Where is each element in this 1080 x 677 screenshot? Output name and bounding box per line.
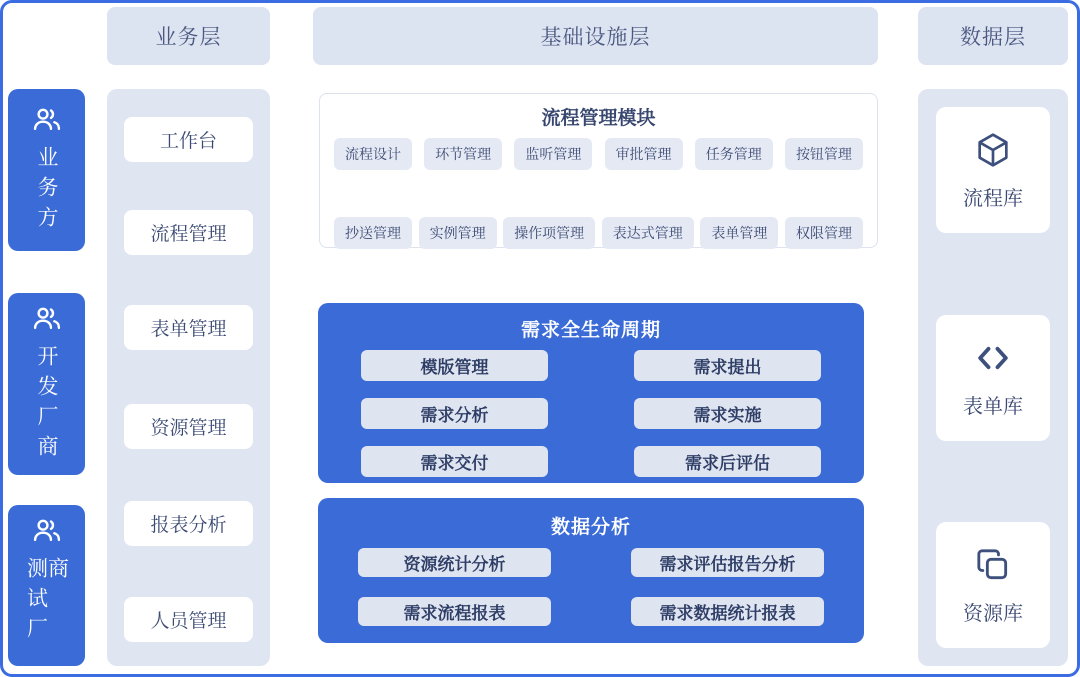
module-chip: 任务管理 bbox=[695, 138, 773, 170]
menu-item-resource-mgmt: 资源管理 bbox=[124, 404, 253, 449]
analysis-node: 需求评估报告分析 bbox=[631, 548, 824, 577]
menu-item-form-mgmt: 表单管理 bbox=[124, 305, 253, 350]
data-analysis-grid bbox=[318, 548, 864, 626]
users-icon bbox=[30, 515, 64, 549]
module-chip: 权限管理 bbox=[785, 217, 863, 249]
menu-item-process-mgmt: 流程管理 bbox=[124, 210, 253, 255]
module-chip: 表达式管理 bbox=[602, 217, 694, 249]
header-infrastructure-layer bbox=[313, 7, 878, 65]
store-label: 表单库 bbox=[963, 395, 1023, 418]
process-module-row2 bbox=[334, 217, 863, 249]
code-brackets-icon bbox=[973, 338, 1013, 378]
store-label: 流程库 bbox=[963, 187, 1023, 210]
lifecycle-node: 需求提出 bbox=[634, 350, 821, 381]
lifecycle-box bbox=[318, 303, 864, 483]
module-chip: 表单管理 bbox=[700, 217, 778, 249]
store-card-form-library bbox=[936, 315, 1050, 441]
header-data-layer-label: 数据层 bbox=[960, 26, 1026, 49]
lifecycle-node: 需求交付 bbox=[361, 446, 548, 477]
role-label: 测试厂商 bbox=[24, 557, 69, 647]
store-card-resource-library bbox=[936, 522, 1050, 648]
role-block-test-vendor bbox=[8, 505, 85, 666]
role-label: 开发厂商 bbox=[35, 345, 58, 465]
store-card-process-library bbox=[936, 107, 1050, 233]
process-module-row1 bbox=[334, 138, 863, 170]
process-module-title: 流程管理模块 bbox=[541, 108, 656, 129]
data-analysis-title: 数据分析 bbox=[550, 517, 631, 538]
module-chip: 流程设计 bbox=[334, 138, 412, 170]
role-block-business-party bbox=[8, 89, 85, 251]
module-chip: 操作项管理 bbox=[503, 217, 595, 249]
lifecycle-title: 需求全生命周期 bbox=[520, 320, 661, 341]
process-module-box bbox=[319, 93, 878, 248]
copy-icon bbox=[973, 545, 1013, 585]
menu-item-workbench: 工作台 bbox=[124, 117, 253, 162]
data-analysis-box bbox=[318, 498, 864, 643]
cube-icon bbox=[973, 130, 1013, 170]
analysis-node: 需求数据统计报表 bbox=[631, 597, 824, 626]
analysis-node: 资源统计分析 bbox=[358, 548, 551, 577]
header-data-layer bbox=[918, 7, 1068, 65]
lifecycle-grid bbox=[318, 350, 864, 477]
users-icon bbox=[30, 104, 64, 138]
module-chip: 抄送管理 bbox=[334, 217, 412, 249]
header-business-layer-label: 业务层 bbox=[155, 26, 222, 49]
lifecycle-node: 需求后评估 bbox=[634, 446, 821, 477]
analysis-node: 需求流程报表 bbox=[358, 597, 551, 626]
module-chip: 审批管理 bbox=[605, 138, 683, 170]
module-chip: 监听管理 bbox=[514, 138, 592, 170]
lifecycle-node: 需求实施 bbox=[634, 398, 821, 429]
module-chip: 环节管理 bbox=[424, 138, 502, 170]
role-label: 业务方 bbox=[35, 146, 58, 236]
header-infrastructure-layer-label: 基础设施层 bbox=[540, 26, 651, 49]
role-block-dev-vendor bbox=[8, 293, 85, 475]
lifecycle-node: 模版管理 bbox=[361, 350, 548, 381]
data-layer-panel bbox=[918, 89, 1068, 666]
menu-item-personnel-mgmt: 人员管理 bbox=[124, 597, 253, 642]
business-layer-panel bbox=[107, 89, 270, 666]
header-business-layer bbox=[107, 7, 270, 65]
menu-item-report-analysis: 报表分析 bbox=[124, 501, 253, 546]
users-icon bbox=[30, 303, 64, 337]
lifecycle-node: 需求分析 bbox=[361, 398, 548, 429]
module-chip: 实例管理 bbox=[419, 217, 497, 249]
store-label: 资源库 bbox=[963, 602, 1023, 625]
module-chip: 按钮管理 bbox=[785, 138, 863, 170]
